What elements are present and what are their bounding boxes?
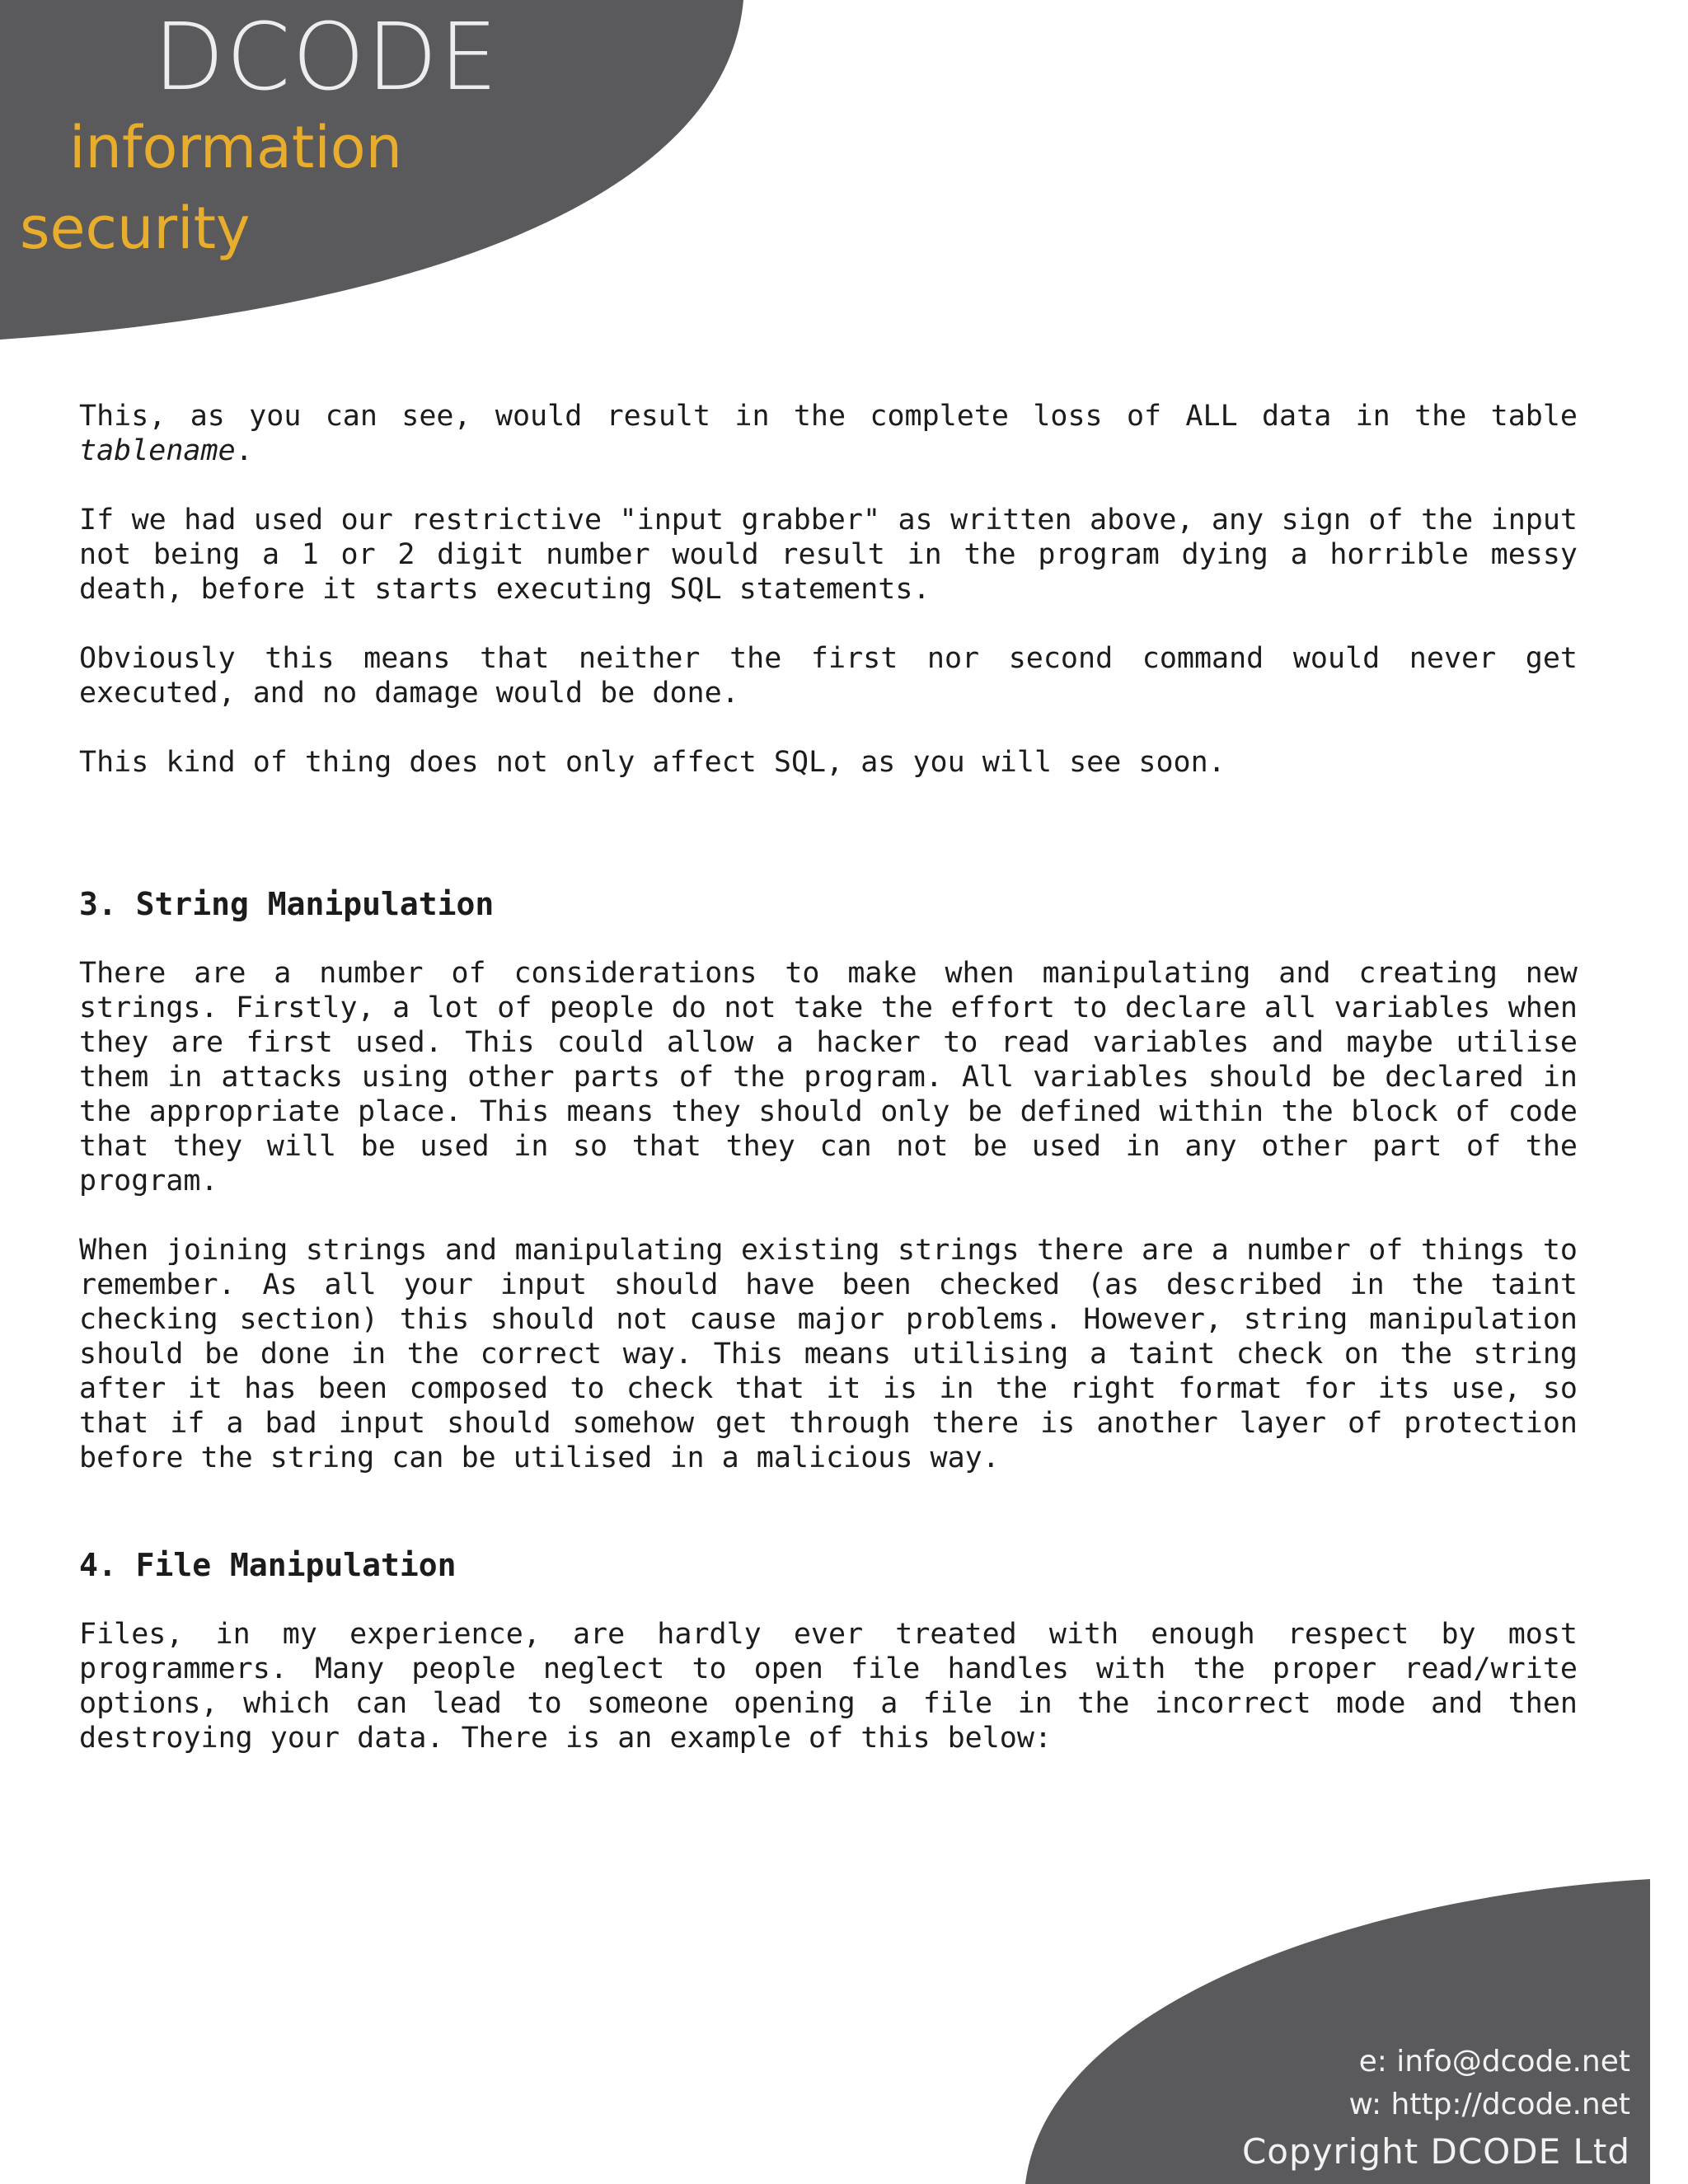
paragraph-intro-4: This kind of thing does not only affect SQL, as you will see soon. bbox=[79, 746, 1226, 779]
tagline-information: information bbox=[69, 114, 403, 181]
paragraph-intro-3: Obviously this means that neither the first nor second command would never get executed, and no damage would be done. bbox=[79, 642, 1578, 710]
paragraph-string-1: There are a number of considerations to make when manipulating and creating new strings. Firstly, a lot of people do not take the effort to declare all variables when they are first used. This could allow a hacker to read variables and maybe utilise them in attacks using other parts of the program. All variables should be declared in the appropriate place. This means they should only be defined within the block of code that they will be used in so that they can not be used in any other part of the program. bbox=[79, 957, 1578, 1197]
paragraph-intro-2: If we had used our restrictive "input grabber" as written above, any sign of the input not being a 1 or 2 digit number would result in the program dying a horrible messy death, before it starts executing SQL statements. bbox=[79, 504, 1578, 606]
table-name-emphasis: tablename bbox=[79, 434, 236, 467]
paragraph-string-2: When joining strings and manipulating existing strings there are a number of things to remember. As all your input should have been checked (as described in the taint checking section) this should not cause major problems. However, string manipulation should be done in the correct way. This means utilising a taint check on the string after it has been composed to check that it is in the right format for its use, so that if a bad input should somehow get through there is another layer of protection before the string can be utilised in a malicious way. bbox=[79, 1234, 1578, 1474]
footer-website: w: http://dcode.net bbox=[1348, 2088, 1630, 2121]
brand-logo-text: DCODE bbox=[153, 4, 499, 111]
paragraph-intro-1: This, as you can see, would result in the complete loss of ALL data in the table tablename. bbox=[79, 400, 1578, 467]
section-heading-string-manipulation: 3. String Manipulation bbox=[79, 886, 495, 922]
tagline-security: security bbox=[20, 194, 251, 262]
paragraph-file-1: Files, in my experience, are hardly ever treated with enough respect by most programmers. Many people neglect to open file handles with the proper read/write options, which can lead to someone opening a file in the incorrect mode and then destroying your data. There is an example of this below: bbox=[79, 1618, 1578, 1755]
footer-email: e: info@dcode.net bbox=[1358, 2045, 1630, 2079]
document-body bbox=[79, 399, 1578, 1755]
footer-copyright: Copyright DCODE Ltd bbox=[1241, 2131, 1630, 2172]
section-heading-file-manipulation: 4. File Manipulation bbox=[79, 1547, 457, 1583]
